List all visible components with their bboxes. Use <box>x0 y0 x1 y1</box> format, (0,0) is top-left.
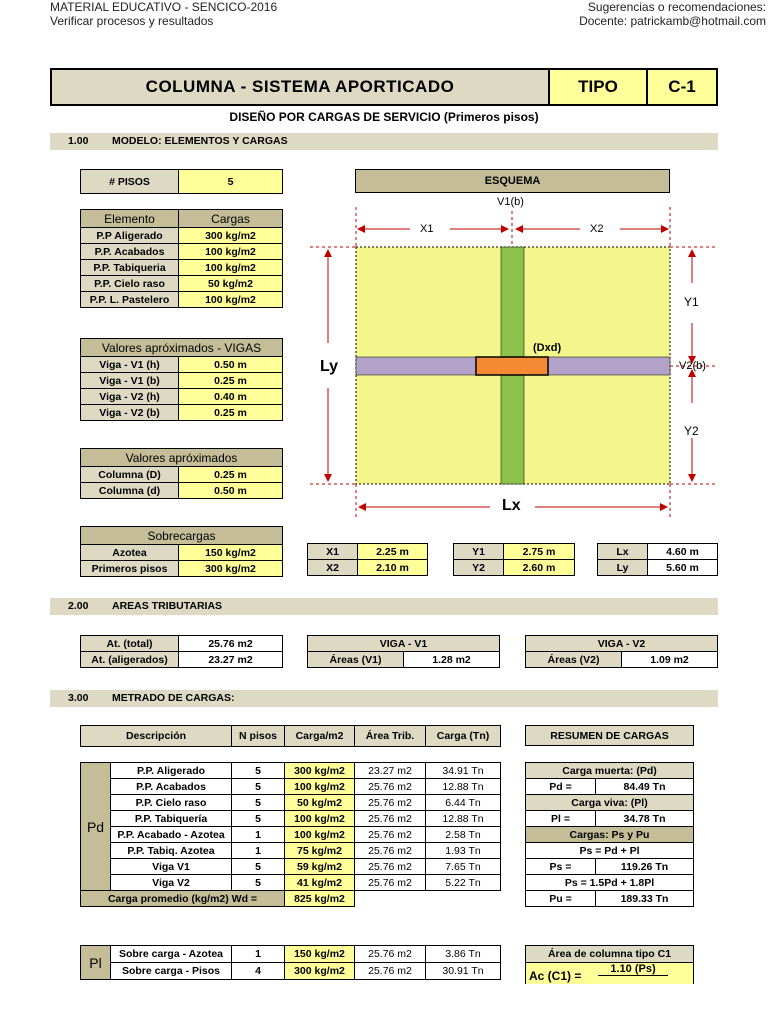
cell: 100 kg/m2 <box>179 292 283 308</box>
cell: 25.76 m2 <box>355 875 426 891</box>
promedio-label: Carga promedio (kg/m2) Wd = <box>81 891 285 907</box>
elementos-header-elemento: Elemento <box>81 210 179 228</box>
section-3-header <box>50 690 718 707</box>
pisos-value: 5 <box>179 170 283 194</box>
cell: Ps = <box>526 859 596 875</box>
cell: 5 <box>232 763 285 779</box>
cell: 30.91 Tn <box>426 963 501 980</box>
label-ly: Ly <box>320 358 339 375</box>
section-number: 3.00 <box>68 692 89 704</box>
cell: P.P. L. Pastelero <box>81 292 179 308</box>
cell: 2.60 m <box>504 560 575 576</box>
cell: 2.75 m <box>504 544 575 560</box>
promedio-value: 825 kg/m2 <box>285 891 355 907</box>
table-row <box>81 405 283 421</box>
cell: 25.76 m2 <box>355 946 426 963</box>
cell: 5.22 Tn <box>426 875 501 891</box>
cell: Lx <box>598 544 648 560</box>
table-row <box>81 875 501 891</box>
label-v2: V2(b) <box>679 360 706 372</box>
table-row <box>81 260 283 276</box>
area-columna-box <box>525 963 694 984</box>
table-row <box>81 946 501 963</box>
label-y2: Y2 <box>684 424 699 438</box>
table-row <box>81 389 283 405</box>
cell: 5 <box>232 811 285 827</box>
col-descripcion: Descripción <box>81 726 232 747</box>
table-row <box>81 292 283 308</box>
cell: Y1 <box>454 544 504 560</box>
cell: 25.76 m2 <box>355 843 426 859</box>
cell: 25.76 m2 <box>355 811 426 827</box>
table-row <box>81 763 501 779</box>
areas-table <box>80 635 283 668</box>
cell: P.P. Cielo raso <box>111 795 232 811</box>
header-left-line1: MATERIAL EDUCATIVO - SENCICO-2016 <box>50 0 278 14</box>
col-carga-m2: Carga/m2 <box>285 726 355 747</box>
cell: 1 <box>232 843 285 859</box>
cell: 1.09 m2 <box>622 652 718 668</box>
table-row <box>81 963 501 980</box>
cell: 0.50 m <box>179 483 283 499</box>
cell: 50 kg/m2 <box>285 795 355 811</box>
cell: P.P Aligerado <box>81 228 179 244</box>
label-y1: Y1 <box>684 295 699 309</box>
table-row <box>308 560 428 576</box>
table-row <box>526 652 718 668</box>
cell: 100 kg/m2 <box>179 244 283 260</box>
empty-cell <box>355 891 426 907</box>
cell: Azotea <box>81 545 179 561</box>
cell: P.P. Acabados <box>81 244 179 260</box>
viga-v2-title: VIGA - V2 <box>526 636 718 652</box>
table-row <box>81 636 283 652</box>
pd-label: Pd <box>81 763 111 891</box>
section-title: AREAS TRIBUTARIAS <box>112 600 223 612</box>
table-row <box>81 483 283 499</box>
resumen-table <box>525 762 694 907</box>
table-row <box>526 779 694 795</box>
tipo-value: C-1 <box>646 68 718 106</box>
cell: 0.25 m <box>179 467 283 483</box>
header-left-line2: Verificar procesos y resultados <box>50 14 214 28</box>
cell: 100 kg/m2 <box>179 260 283 276</box>
cell: Columna (D) <box>81 467 179 483</box>
cell: Viga - V2 (b) <box>81 405 179 421</box>
cell: Columna (d) <box>81 483 179 499</box>
cell: P.P. Tabiq. Azotea <box>111 843 232 859</box>
col-npisos: N pisos <box>232 726 285 747</box>
table-row <box>526 859 694 875</box>
cell: Viga - V1 (h) <box>81 357 179 373</box>
table-row <box>81 357 283 373</box>
table-row <box>81 859 501 875</box>
table-row <box>81 545 283 561</box>
cell: 1.93 Tn <box>426 843 501 859</box>
table-row <box>81 652 283 668</box>
table-row <box>598 544 718 560</box>
pisos-table <box>80 169 283 194</box>
cell: 50 kg/m2 <box>179 276 283 292</box>
cell: Y2 <box>454 560 504 576</box>
cell: Viga V2 <box>111 875 232 891</box>
cell: 23.27 m2 <box>179 652 283 668</box>
cell: 23.27 m2 <box>355 763 426 779</box>
viga-v1-title: VIGA - V1 <box>308 636 500 652</box>
ps-formula: Ps = Pd + Pl <box>526 843 694 859</box>
pisos-label: # PISOS <box>81 170 179 194</box>
section-number: 1.00 <box>68 135 89 147</box>
ac-value: 1.10 (Ps) <box>598 963 668 976</box>
pd-table <box>80 762 501 907</box>
vigas-title: Valores apróximados - VIGAS <box>81 339 283 357</box>
cell: P.P. Cielo raso <box>81 276 179 292</box>
header-right-line1: Sugerencias o recomendaciones: <box>587 0 766 14</box>
cell: Viga V1 <box>111 859 232 875</box>
resumen-title: RESUMEN DE CARGAS <box>525 725 694 746</box>
elementos-header-cargas: Cargas <box>179 210 283 228</box>
section-title: METRADO DE CARGAS: <box>112 692 235 704</box>
cell: 2.10 m <box>358 560 428 576</box>
cell: Viga - V2 (h) <box>81 389 179 405</box>
table-row <box>81 561 283 577</box>
cell: 300 kg/m2 <box>179 228 283 244</box>
label-dxd: (Dxd) <box>533 342 562 354</box>
table-row <box>81 827 501 843</box>
table-row <box>81 467 283 483</box>
cell: P.P. Acabados <box>111 779 232 795</box>
cell: 0.25 m <box>179 373 283 389</box>
table-row <box>81 373 283 389</box>
cell: X2 <box>308 560 358 576</box>
cell: Sobre carga - Pisos <box>111 963 232 980</box>
viga-v2-area-table <box>525 635 718 668</box>
cell: 25.76 m2 <box>355 795 426 811</box>
cell: 25.76 m2 <box>355 963 426 980</box>
cell: 4 <box>232 963 285 980</box>
cell: 0.40 m <box>179 389 283 405</box>
empty-cell <box>426 891 501 907</box>
cell: Áreas (V2) <box>526 652 622 668</box>
cell: 59 kg/m2 <box>285 859 355 875</box>
cell: Pu = <box>526 891 596 907</box>
cell: 41 kg/m2 <box>285 875 355 891</box>
cell: 0.25 m <box>179 405 283 421</box>
subtitle: DISEÑO POR CARGAS DE SERVICIO (Primeros pisos) <box>229 110 539 124</box>
dims-x-table <box>307 543 428 576</box>
cell: 1 <box>232 827 285 843</box>
table-row <box>81 843 501 859</box>
dims-l-table <box>597 543 718 576</box>
columna-title: Valores apróximados <box>81 449 283 467</box>
table-row <box>308 544 428 560</box>
cell: X1 <box>308 544 358 560</box>
label-x1: X1 <box>420 223 434 235</box>
cell: 5 <box>232 779 285 795</box>
table-row <box>81 811 501 827</box>
table-row <box>308 652 500 668</box>
cell: 25.76 m2 <box>355 779 426 795</box>
cell: 100 kg/m2 <box>285 827 355 843</box>
label-lx: Lx <box>502 497 521 514</box>
col-area-trib: Área Trib. <box>355 726 426 747</box>
cell: P.P. Tabiqueria <box>81 260 179 276</box>
table-row <box>81 228 283 244</box>
cell: 5.60 m <box>648 560 718 576</box>
cell: 150 kg/m2 <box>179 545 283 561</box>
cell: 5 <box>232 859 285 875</box>
table-row <box>454 560 575 576</box>
header-right <box>579 0 766 28</box>
pu-formula: Ps = 1.5Pd + 1.8Pl <box>526 875 694 891</box>
cell: Pd = <box>526 779 596 795</box>
label-v1: V1(b) <box>497 196 524 208</box>
vigas-table <box>80 338 283 421</box>
cell: 3.86 Tn <box>426 946 501 963</box>
cell: Áreas (V1) <box>308 652 404 668</box>
cell: Ly <box>598 560 648 576</box>
carga-viva-title: Carga viva: (Pl) <box>526 795 694 811</box>
table-row <box>598 560 718 576</box>
cell: 75 kg/m2 <box>285 843 355 859</box>
label-x2: X2 <box>590 223 604 235</box>
cell: 5 <box>232 875 285 891</box>
section-2-header <box>50 598 718 615</box>
table-row <box>81 244 283 260</box>
metrado-header <box>80 725 501 747</box>
section-1-header <box>50 133 718 150</box>
cell: 34.78 Tn <box>596 811 694 827</box>
esquema-title: ESQUEMA <box>355 169 670 193</box>
esquema-diagram <box>300 193 740 523</box>
cell: At. (aligerados) <box>81 652 179 668</box>
cell: 7.65 Tn <box>426 859 501 875</box>
viga-v1-area-table <box>307 635 500 668</box>
cell: 5 <box>232 795 285 811</box>
table-row <box>454 544 575 560</box>
table-row <box>81 795 501 811</box>
cell: 100 kg/m2 <box>285 811 355 827</box>
cell: 4.60 m <box>648 544 718 560</box>
cell: 300 kg/m2 <box>285 963 355 980</box>
columna-table <box>80 448 283 499</box>
header-left <box>50 0 277 28</box>
cell: 300 kg/m2 <box>285 763 355 779</box>
cell: 25.76 m2 <box>355 859 426 875</box>
cell: 1.28 m2 <box>404 652 500 668</box>
cell: 12.88 Tn <box>426 779 501 795</box>
cell: Pl = <box>526 811 596 827</box>
cell: Primeros pisos <box>81 561 179 577</box>
sobrecargas-table <box>80 526 283 577</box>
cell: 12.88 Tn <box>426 811 501 827</box>
tipo-label: TIPO <box>548 68 648 106</box>
section-title: MODELO: ELEMENTOS Y CARGAS <box>112 135 288 147</box>
col-carga-tn: Carga (Tn) <box>426 726 501 747</box>
carga-muerta-title: Carga muerta: (Pd) <box>526 763 694 779</box>
elementos-table <box>80 209 283 308</box>
table-row <box>81 276 283 292</box>
cell: P.P. Tabiquería <box>111 811 232 827</box>
cell: 300 kg/m2 <box>179 561 283 577</box>
sobrecargas-title: Sobrecargas <box>81 527 283 545</box>
cell: 1 <box>232 946 285 963</box>
cell: 0.50 m <box>179 357 283 373</box>
cell: 6.44 Tn <box>426 795 501 811</box>
promedio-row <box>81 891 501 907</box>
cell: P.P. Aligerado <box>111 763 232 779</box>
cell: At. (total) <box>81 636 179 652</box>
cell: 100 kg/m2 <box>285 779 355 795</box>
column-core <box>476 357 548 375</box>
pl-label: Pl <box>81 946 111 980</box>
cell: 25.76 m2 <box>179 636 283 652</box>
cell: Sobre carga - Azotea <box>111 946 232 963</box>
table-row <box>81 779 501 795</box>
cell: Viga - V1 (b) <box>81 373 179 389</box>
cell: 84.49 Tn <box>596 779 694 795</box>
ac-label: Ac (C1) = <box>529 969 582 983</box>
pl-table <box>80 945 501 980</box>
cell: 34.91 Tn <box>426 763 501 779</box>
cell: 119.26 Tn <box>596 859 694 875</box>
table-row <box>526 891 694 907</box>
dims-y-table <box>453 543 575 576</box>
cell: 2.25 m <box>358 544 428 560</box>
table-row <box>526 811 694 827</box>
header-right-line2: Docente: patrickamb@hotmail.com <box>579 14 766 28</box>
area-columna-title: Área de columna tipo C1 <box>525 945 694 963</box>
cell: 2.58 Tn <box>426 827 501 843</box>
cell: P.P. Acabado - Azotea <box>111 827 232 843</box>
cargas-ps-pu-title: Cargas: Ps y Pu <box>526 827 694 843</box>
cell: 150 kg/m2 <box>285 946 355 963</box>
section-number: 2.00 <box>68 600 89 612</box>
cell: 189.33 Tn <box>596 891 694 907</box>
cell: 25.76 m2 <box>355 827 426 843</box>
page-title: COLUMNA - SISTEMA APORTICADO <box>50 68 550 106</box>
